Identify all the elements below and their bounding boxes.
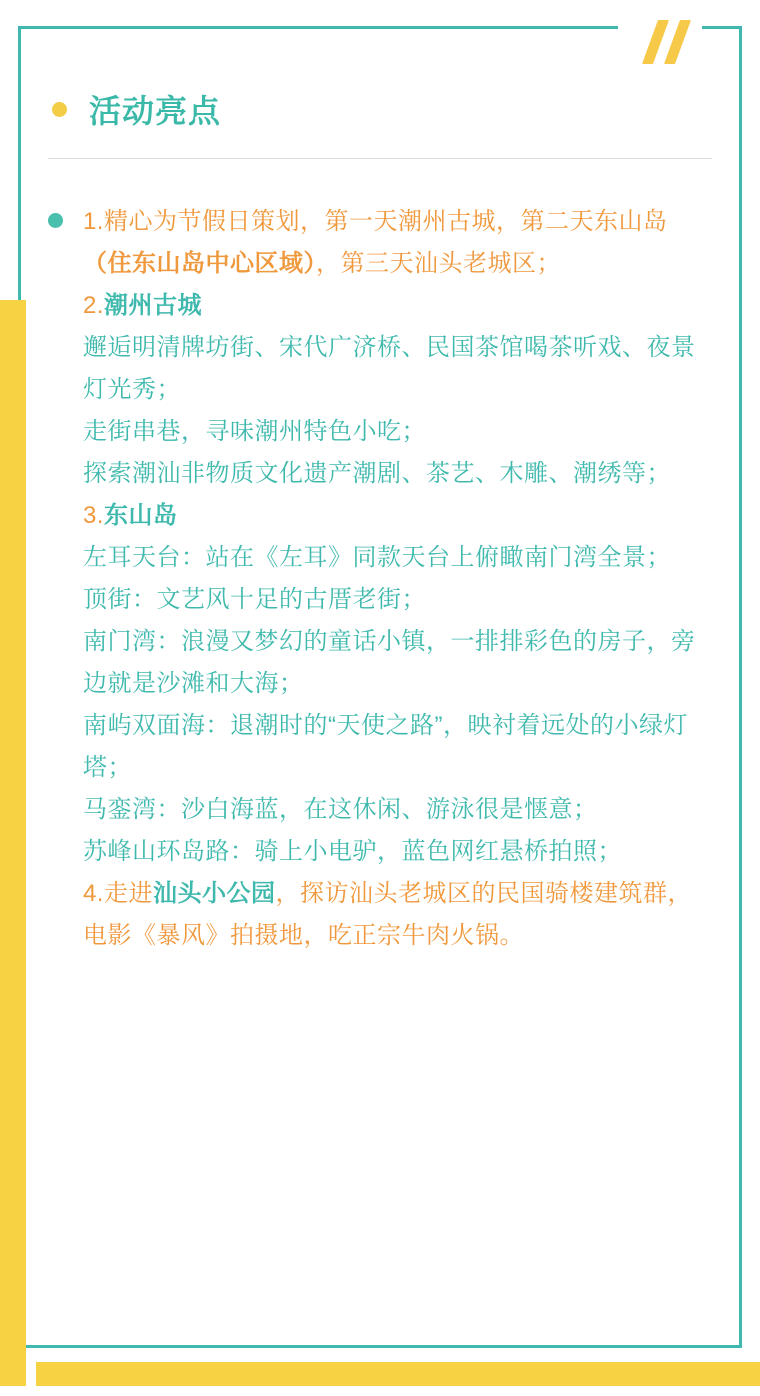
highlight-line xyxy=(83,453,712,495)
highlight-text-run: 1.精心为节假日策划，第一天潮州古城，第二天东山岛 xyxy=(83,208,668,235)
highlight-text-run: 4.走进 xyxy=(83,880,154,907)
highlight-line xyxy=(83,201,712,285)
frame-border-top-right xyxy=(702,26,742,29)
highlight-line xyxy=(83,285,712,327)
highlight-line xyxy=(83,327,712,411)
highlights-text xyxy=(83,201,712,957)
highlight-text-run: 汕头小公园 xyxy=(153,880,276,907)
frame-border-top xyxy=(18,26,618,29)
highlight-text-run: 3. xyxy=(83,502,105,529)
highlight-text-run: 邂逅明清牌坊街、宋代广济桥、民国茶馆喝茶听戏、夜景灯光秀； xyxy=(83,334,696,403)
highlight-text-run: 潮州古城 xyxy=(104,292,203,319)
section-header xyxy=(48,86,712,132)
header-divider xyxy=(48,158,712,159)
page-title: 活动亮点 xyxy=(89,93,222,129)
double-slash-icon xyxy=(630,20,700,62)
highlight-text-run: 南屿双面海：退潮时的“天使之路”，映衬着远处的小绿灯塔； xyxy=(83,712,688,781)
highlight-text-run: 走街串巷，寻味潮州特色小吃； xyxy=(83,418,426,445)
highlight-line xyxy=(83,873,712,957)
highlight-text-run: （住东山岛中心区域） xyxy=(83,250,316,277)
frame-accent-left xyxy=(0,300,26,1386)
highlight-text-run: ，第三天汕头老城区； xyxy=(316,250,561,277)
dot-icon xyxy=(48,213,63,228)
highlight-line xyxy=(83,705,712,789)
highlight-text-run: 探索潮汕非物质文化遗产潮剧、茶艺、木雕、潮绣等； xyxy=(83,460,671,487)
frame-border-bottom xyxy=(18,1345,742,1348)
frame-accent-bottom xyxy=(36,1362,760,1386)
highlight-line xyxy=(83,495,712,537)
highlight-text-run: 左耳天台：站在《左耳》同款天台上俯瞰南门湾全景； xyxy=(83,544,671,571)
highlight-text-run: 2. xyxy=(83,292,105,319)
highlight-text-run: 顶街：文艺风十足的古厝老街； xyxy=(83,586,426,613)
highlight-text-run: 南门湾：浪漫又梦幻的童话小镇，一排排彩色的房子，旁边就是沙滩和大海； xyxy=(83,628,696,697)
highlights-block xyxy=(48,201,712,957)
highlight-line xyxy=(83,537,712,579)
highlight-line xyxy=(83,831,712,873)
highlight-line xyxy=(83,411,712,453)
highlight-line xyxy=(83,621,712,705)
dot-icon xyxy=(52,102,67,117)
highlight-text-run: 苏峰山环岛路：骑上小电驴，蓝色网红悬桥拍照； xyxy=(83,838,622,865)
highlight-text-run: ，探访汕头老城区的民国骑楼建筑群，电影《暴风》拍摄地，吃正宗牛肉火锅。 xyxy=(83,880,693,949)
highlight-line xyxy=(83,789,712,831)
highlight-line xyxy=(83,579,712,621)
frame-border-right xyxy=(739,26,742,1348)
content-area xyxy=(48,86,712,957)
highlight-text-run: 东山岛 xyxy=(104,502,178,529)
highlight-text-run: 马銮湾：沙白海蓝，在这休闲、游泳很是惬意； xyxy=(83,796,598,823)
